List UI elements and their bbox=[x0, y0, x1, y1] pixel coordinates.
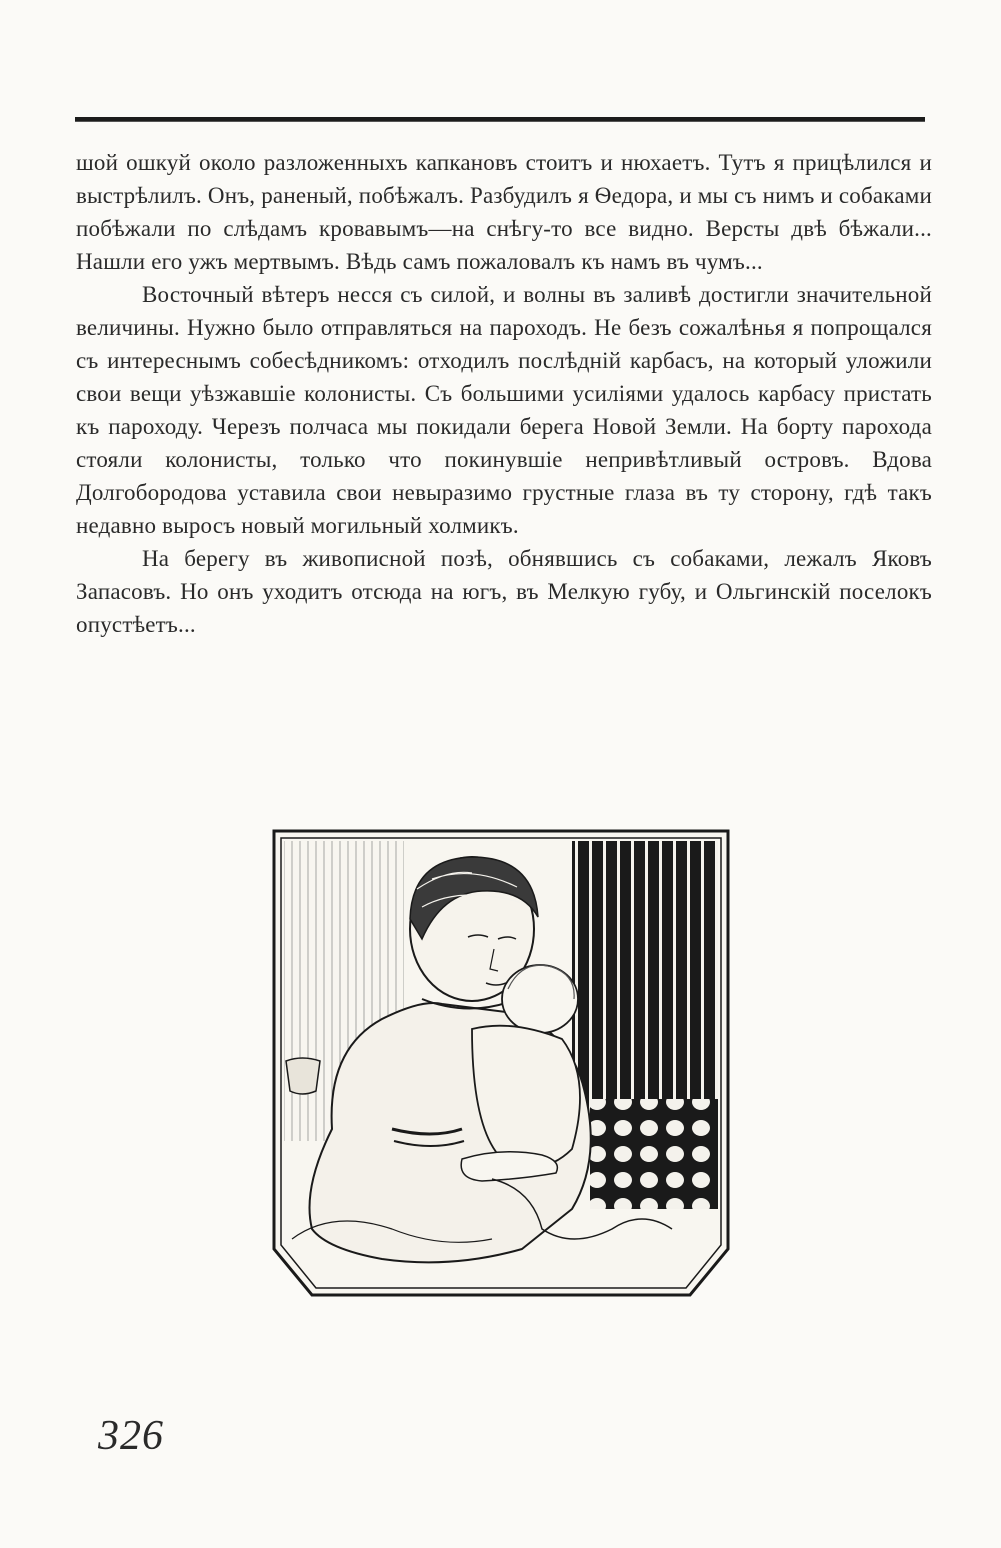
mother-and-child-illustration bbox=[272, 829, 730, 1297]
paragraph-2: Восточный вѣтеръ несся съ силой, и волны въ заливѣ достигли значительной величины. Нужно было отправляться на пароходъ. Не безъ сожалѣнья я попрощался съ интереснымъ собесѣдникомъ: отходилъ послѣдній карбасъ, на который уложили свои вещи уѣзжавшіе колонисты. Съ большими усиліями удалось карбасу пристать къ пароходу. Черезъ полчаса мы покидали берега Новой Земли. На борту парохода стояли колонисты, только что покинувшіе непривѣтливый островъ. Вдова Долгобородова уставила свои невыразимо грустные глаза въ ту сторону, гдѣ такъ недавно выросъ новый могильный холмикъ. bbox=[76, 282, 932, 538]
header-rule bbox=[75, 117, 925, 122]
paragraph-1: шой ошкуй около разложенныхъ капкановъ стоитъ и нюхаетъ. Тутъ я прицѣлился и выстрѣлилъ. Онъ, раненый, побѣжалъ. Разбудилъ я Ѳедора, и мы съ нимъ и собаками побѣжали по слѣдамъ кровавымъ—на снѣгу-то все видно. Версты двѣ бѣжали... Нашли его ужъ мертвымъ. Вѣдь самъ пожаловалъ къ намъ въ чумъ... bbox=[76, 150, 932, 274]
body-text bbox=[76, 146, 932, 641]
page-number: 326 bbox=[98, 1413, 164, 1459]
paragraph-3: На берегу въ живописной позѣ, обнявшись съ собаками, лежалъ Яковъ Запасовъ. Но онъ уходитъ отсюда на югъ, въ Мелкую губу, и Ольгинскій поселокъ опустѣетъ... bbox=[76, 546, 932, 637]
